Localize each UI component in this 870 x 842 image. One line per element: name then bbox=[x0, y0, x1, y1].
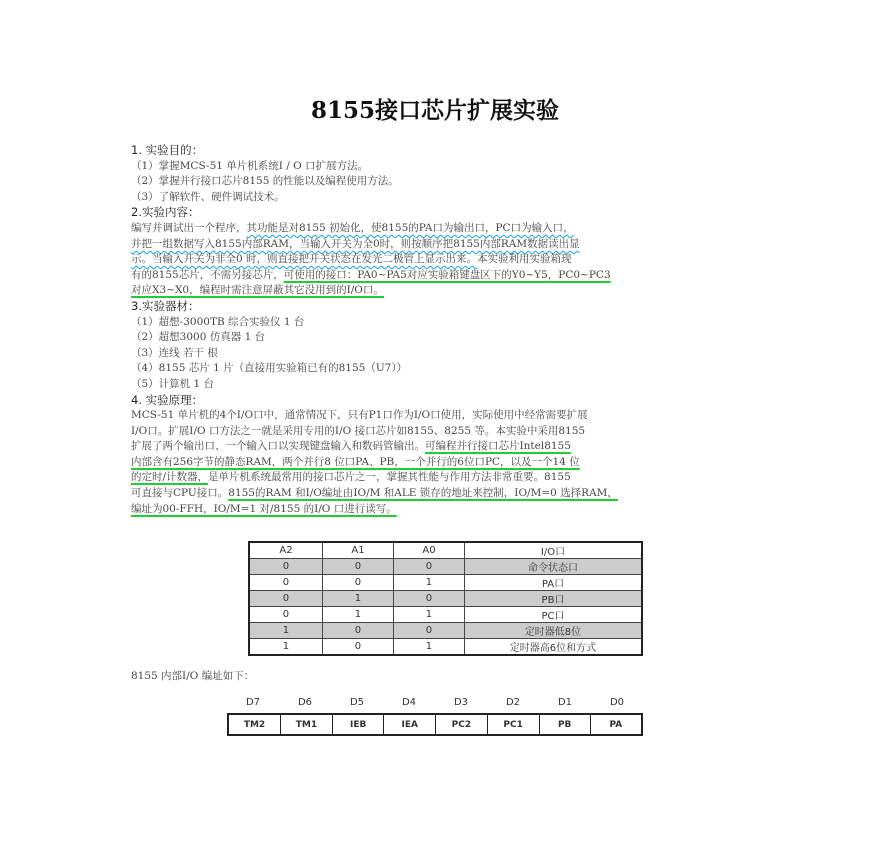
bit-label: D0 bbox=[609, 697, 625, 708]
list-item: （2）超想3000 仿真器 1 台 bbox=[131, 331, 266, 343]
text: 可编程并行接口芯片Intel8155 bbox=[425, 440, 571, 452]
cell: 0 bbox=[393, 559, 464, 575]
document-title: 8155接口芯片扩展实验 bbox=[310, 97, 559, 124]
section-heading: 2.实验内容： bbox=[131, 205, 200, 219]
bit-cell: PA bbox=[590, 714, 642, 735]
text: MCS-51 单片机的4个I/O口中，通常情况下，只有P1口作为I/O口使用，实际使用中经常需要扩展 bbox=[131, 409, 588, 421]
text: 的定时/计数器， bbox=[131, 471, 209, 483]
cell: 0 bbox=[322, 575, 393, 591]
table-row bbox=[249, 607, 642, 623]
bit-cell: PC2 bbox=[435, 714, 487, 735]
paragraph-line bbox=[131, 237, 580, 251]
section-heading: 1. 实验目的： bbox=[131, 143, 204, 157]
cell: 定时器高6位和方式 bbox=[465, 639, 643, 656]
text: 编址为00-FFH，IO/M=1 对/8155 的I/O 口进行读写。 bbox=[131, 503, 397, 515]
paragraph-line bbox=[131, 502, 397, 516]
text: 本实验利用实验箱现 bbox=[477, 253, 572, 265]
text: 可使用的接口：PA0~PA5对应实验箱键盘区下的Y0~Y5，PC0~PC3 bbox=[283, 269, 611, 281]
text: 8155的RAM 和I/O编址由IO/M 和ALE 锁存的地址来控制，IO/M=0 选择RAM， bbox=[228, 487, 618, 499]
cell: 0 bbox=[249, 607, 322, 623]
text: 其功能是对8155 初始化，使8155的PA口为输出口，PC口为输入口， bbox=[246, 222, 574, 234]
bit-label: D4 bbox=[401, 697, 417, 708]
table-row bbox=[249, 559, 642, 575]
paragraph-line bbox=[131, 424, 585, 438]
cell: 0 bbox=[249, 591, 322, 607]
cell: 1 bbox=[322, 607, 393, 623]
command-register-bits bbox=[227, 713, 643, 736]
cell: 0 bbox=[322, 623, 393, 639]
paragraph-line bbox=[131, 252, 572, 266]
table-row bbox=[249, 591, 642, 607]
text: 对应X3~X0，编程时需注意屏蔽其它没用到的I/O口。 bbox=[131, 284, 384, 296]
list-item: （3）了解软件、硬件调试技术。 bbox=[131, 191, 285, 203]
bit-label: D2 bbox=[505, 697, 521, 708]
section-heading: 3.实验器材： bbox=[131, 299, 200, 313]
cell: 1 bbox=[322, 591, 393, 607]
io-address-table bbox=[248, 541, 643, 656]
cell: 1 bbox=[393, 575, 464, 591]
cell: 1 bbox=[393, 607, 464, 623]
bit-label: D5 bbox=[349, 697, 365, 708]
paragraph-line bbox=[131, 221, 574, 235]
address-caption: 8155 内部I/O 编址如下： bbox=[131, 670, 255, 682]
paragraph-line bbox=[131, 470, 571, 484]
cell: 0 bbox=[249, 559, 322, 575]
text: 示。当输入开关为非全0 时，则直接把开关状态在发光二极管上显示出来。 bbox=[131, 253, 478, 265]
paragraph-line bbox=[131, 486, 618, 500]
paragraph-line bbox=[131, 283, 384, 297]
paragraph-line bbox=[131, 268, 611, 282]
bit-cell: TM2 bbox=[228, 714, 280, 735]
cell: PB口 bbox=[465, 591, 643, 607]
cell: 1 bbox=[393, 639, 464, 656]
table-row bbox=[249, 623, 642, 639]
list-item: （1）超想-3000TB 综合实验仪 1 台 bbox=[131, 316, 305, 328]
bit-cell: IEA bbox=[384, 714, 436, 735]
text: 并把一组数据写入8155内部RAM，当输入开关为全0时，则按顺序把8155内部RAM数据读出显 bbox=[131, 238, 580, 250]
table-row bbox=[249, 575, 642, 591]
list-item: （2）掌握并行接口芯片8155 的性能以及编程使用方法。 bbox=[131, 175, 399, 187]
cell: 0 bbox=[393, 623, 464, 639]
cell: 定时器低8位 bbox=[465, 623, 643, 639]
list-item: （1）掌握MCS-51 单片机系统I / O 口扩展方法。 bbox=[131, 160, 369, 172]
bit-cell: IEB bbox=[332, 714, 384, 735]
header-cell: A0 bbox=[393, 542, 464, 559]
text: 有的8155芯片，不需另接芯片， bbox=[131, 269, 284, 281]
cell: 1 bbox=[249, 623, 322, 639]
list-item: （5）计算机 1 台 bbox=[131, 378, 215, 390]
table-row bbox=[249, 639, 642, 656]
text: 是单片机系统最常用的接口芯片之一，掌握其性能与作用方法非常重要。8155 bbox=[208, 471, 571, 483]
cell: 1 bbox=[249, 639, 322, 656]
table-row bbox=[228, 714, 642, 735]
text: 可直接与CPU接口。 bbox=[131, 487, 229, 499]
table-header-row bbox=[249, 542, 642, 559]
list-item: （3）连线 若干 根 bbox=[131, 347, 218, 359]
bit-label: D7 bbox=[245, 697, 261, 708]
bit-label: D3 bbox=[453, 697, 469, 708]
bit-label: D6 bbox=[297, 697, 313, 708]
header-cell: I/O口 bbox=[465, 542, 643, 559]
header-cell: A2 bbox=[249, 542, 322, 559]
cell: PC口 bbox=[465, 607, 643, 623]
cell: 0 bbox=[249, 575, 322, 591]
paragraph-line bbox=[131, 455, 580, 469]
cell: 0 bbox=[322, 559, 393, 575]
cell: 0 bbox=[322, 639, 393, 656]
cell: 0 bbox=[393, 591, 464, 607]
list-item: （4）8155 芯片 1 片（直接用实验箱已有的8155（U7）） bbox=[131, 362, 408, 374]
header-cell: A1 bbox=[322, 542, 393, 559]
section-heading: 4. 实验原理： bbox=[131, 393, 204, 407]
bit-cell: PC1 bbox=[487, 714, 539, 735]
paragraph-line bbox=[131, 408, 588, 422]
cell: PA口 bbox=[465, 575, 643, 591]
text: I/O口。扩展I/O 口方法之一就是采用专用的I/O 接口芯片如8155、8255 等。本实验中采用8155 bbox=[131, 425, 586, 437]
text: 扩展了两个输出口、一个输入口以实现键盘输入和数码管输出。 bbox=[131, 440, 425, 452]
cell: 命令状态口 bbox=[465, 559, 643, 575]
text: 编写并调试出一个程序， bbox=[131, 222, 247, 234]
paragraph-line bbox=[131, 439, 571, 453]
bit-cell: TM1 bbox=[280, 714, 332, 735]
bit-cell: PB bbox=[539, 714, 590, 735]
bit-label: D1 bbox=[557, 697, 573, 708]
text: 内部含有256字节的静态RAM，两个并行8 位口PA、PB，一个并行的6位口PC，以及一个14 位 bbox=[131, 456, 580, 468]
